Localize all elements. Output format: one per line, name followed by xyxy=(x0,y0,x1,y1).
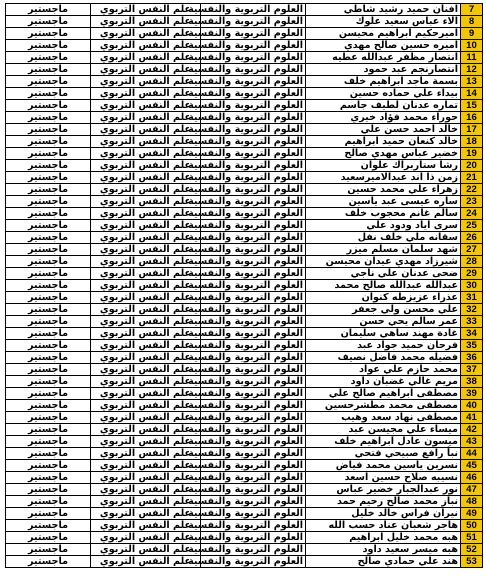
college-name: العلوم التربوية والنفسية xyxy=(201,220,306,232)
degree-name: ماجستير xyxy=(6,76,91,88)
department-name: علم النفس التربوي xyxy=(91,136,201,148)
department-name: علم النفس التربوي xyxy=(91,412,201,424)
student-name: نور عبدالجبار خضير عباس xyxy=(306,484,461,496)
degree-name: ماجستير xyxy=(6,268,91,280)
college-name: العلوم التربوية والنفسية xyxy=(201,172,306,184)
department-name: علم النفس التربوي xyxy=(91,304,201,316)
college-name: العلوم التربوية والنفسية xyxy=(201,472,306,484)
row-number: 44 xyxy=(461,448,483,460)
student-name: اميرحكيم ابراهيم محيسن xyxy=(306,28,461,40)
row-number: 28 xyxy=(461,256,483,268)
row-number: 30 xyxy=(461,280,483,292)
degree-name: ماجستير xyxy=(6,460,91,472)
student-name: مصطفى نهاد سعد وهيب xyxy=(306,412,461,424)
college-name: العلوم التربوية والنفسية xyxy=(201,52,306,64)
degree-name: ماجستير xyxy=(6,64,91,76)
department-name: علم النفس التربوي xyxy=(91,280,201,292)
student-name: علي محسن ولي جعفر xyxy=(306,304,461,316)
college-name: العلوم التربوية والنفسية xyxy=(201,508,306,520)
college-name: العلوم التربوية والنفسية xyxy=(201,88,306,100)
college-name: العلوم التربوية والنفسية xyxy=(201,376,306,388)
student-name: رشا ستاربراك علوان xyxy=(306,160,461,172)
row-number: 33 xyxy=(461,316,483,328)
college-name: العلوم التربوية والنفسية xyxy=(201,208,306,220)
degree-name: ماجستير xyxy=(6,220,91,232)
department-name: علم النفس التربوي xyxy=(91,508,201,520)
table-row xyxy=(6,376,483,388)
department-name: علم النفس التربوي xyxy=(91,316,201,328)
row-number: 7 xyxy=(461,4,483,16)
table-row xyxy=(6,496,483,508)
college-name: العلوم التربوية والنفسية xyxy=(201,520,306,532)
department-name: علم النفس التربوي xyxy=(91,100,201,112)
row-number: 21 xyxy=(461,172,483,184)
degree-name: ماجستير xyxy=(6,196,91,208)
college-name: العلوم التربوية والنفسية xyxy=(201,484,306,496)
degree-name: ماجستير xyxy=(6,4,91,16)
table-row xyxy=(6,256,483,268)
college-name: العلوم التربوية والنفسية xyxy=(201,148,306,160)
degree-name: ماجستير xyxy=(6,160,91,172)
row-number: 26 xyxy=(461,232,483,244)
department-name: علم النفس التربوي xyxy=(91,88,201,100)
table-row xyxy=(6,484,483,496)
degree-name: ماجستير xyxy=(6,532,91,544)
college-name: العلوم التربوية والنفسية xyxy=(201,112,306,124)
college-name: العلوم التربوية والنفسية xyxy=(201,388,306,400)
row-number: 17 xyxy=(461,124,483,136)
department-name: علم النفس التربوي xyxy=(91,460,201,472)
department-name: علم النفس التربوي xyxy=(91,220,201,232)
college-name: العلوم التربوية والنفسية xyxy=(201,352,306,364)
row-number: 41 xyxy=(461,412,483,424)
college-name: العلوم التربوية والنفسية xyxy=(201,64,306,76)
row-number: 13 xyxy=(461,76,483,88)
college-name: العلوم التربوية والنفسية xyxy=(201,460,306,472)
degree-name: ماجستير xyxy=(6,544,91,556)
student-name: افنان حميد رشيد شاطي xyxy=(306,4,461,16)
student-name: نباز محمد صالح رحيم حمد xyxy=(306,496,461,508)
degree-name: ماجستير xyxy=(6,412,91,424)
degree-name: ماجستير xyxy=(6,232,91,244)
college-name: العلوم التربوية والنفسية xyxy=(201,4,306,16)
department-name: علم النفس التربوي xyxy=(91,448,201,460)
degree-name: ماجستير xyxy=(6,556,91,568)
student-name: بيداء علي حماده حسين xyxy=(306,88,461,100)
row-number: 14 xyxy=(461,88,483,100)
row-number: 8 xyxy=(461,16,483,28)
department-name: علم النفس التربوي xyxy=(91,52,201,64)
row-number: 22 xyxy=(461,184,483,196)
department-name: علم النفس التربوي xyxy=(91,520,201,532)
table-row xyxy=(6,412,483,424)
college-name: العلوم التربوية والنفسية xyxy=(201,556,306,568)
department-name: علم النفس التربوي xyxy=(91,556,201,568)
degree-name: ماجستير xyxy=(6,388,91,400)
degree-name: ماجستير xyxy=(6,424,91,436)
department-name: علم النفس التربوي xyxy=(91,544,201,556)
table-row xyxy=(6,160,483,172)
degree-name: ماجستير xyxy=(6,136,91,148)
department-name: علم النفس التربوي xyxy=(91,292,201,304)
row-number: 9 xyxy=(461,28,483,40)
table-row xyxy=(6,52,483,64)
department-name: علم النفس التربوي xyxy=(91,496,201,508)
student-name: عبدالله عبدالله صالح محمد xyxy=(306,280,461,292)
row-number: 52 xyxy=(461,544,483,556)
row-number: 48 xyxy=(461,496,483,508)
student-name: خالد احمد حسن علي xyxy=(306,124,461,136)
degree-name: ماجستير xyxy=(6,124,91,136)
college-name: العلوم التربوية والنفسية xyxy=(201,184,306,196)
table-row xyxy=(6,100,483,112)
department-name: علم النفس التربوي xyxy=(91,328,201,340)
table-row xyxy=(6,220,483,232)
degree-name: ماجستير xyxy=(6,376,91,388)
student-name: هبه ميسر سعيد داود xyxy=(306,544,461,556)
department-name: علم النفس التربوي xyxy=(91,268,201,280)
student-name: عذراء عزيزطه كنوان xyxy=(306,292,461,304)
table-row xyxy=(6,4,483,16)
college-name: العلوم التربوية والنفسية xyxy=(201,316,306,328)
row-number: 34 xyxy=(461,328,483,340)
table-row xyxy=(6,28,483,40)
table-row xyxy=(6,304,483,316)
student-name: ميسون عادل ابراهيم خلف xyxy=(306,436,461,448)
row-number: 32 xyxy=(461,304,483,316)
table-row xyxy=(6,208,483,220)
student-name: نسرين ياسين محمد فياض xyxy=(306,460,461,472)
degree-name: ماجستير xyxy=(6,148,91,160)
department-name: علم النفس التربوي xyxy=(91,244,201,256)
row-number: 40 xyxy=(461,400,483,412)
student-name: مصطفى ابراهيم صالح علي xyxy=(306,388,461,400)
student-name: محمد حازم علي عواد xyxy=(306,364,461,376)
row-number: 50 xyxy=(461,520,483,532)
college-name: العلوم التربوية والنفسية xyxy=(201,256,306,268)
college-name: العلوم التربوية والنفسية xyxy=(201,544,306,556)
department-name: علم النفس التربوي xyxy=(91,184,201,196)
department-name: علم النفس التربوي xyxy=(91,340,201,352)
department-name: علم النفس التربوي xyxy=(91,4,201,16)
row-number: 51 xyxy=(461,532,483,544)
degree-name: ماجستير xyxy=(6,256,91,268)
degree-name: ماجستير xyxy=(6,208,91,220)
degree-name: ماجستير xyxy=(6,328,91,340)
table-row xyxy=(6,172,483,184)
college-name: العلوم التربوية والنفسية xyxy=(201,100,306,112)
college-name: العلوم التربوية والنفسية xyxy=(201,268,306,280)
college-name: العلوم التربوية والنفسية xyxy=(201,232,306,244)
student-name: بسمة ماجد ابراهيم خلف xyxy=(306,76,461,88)
college-name: العلوم التربوية والنفسية xyxy=(201,532,306,544)
college-name: العلوم التربوية والنفسية xyxy=(201,160,306,172)
table-row xyxy=(6,448,483,460)
table-row xyxy=(6,400,483,412)
student-name: خضير عباس مهدي صالح xyxy=(306,148,461,160)
student-name: هاجر شعبان عناد حسب الله xyxy=(306,520,461,532)
department-name: علم النفس التربوي xyxy=(91,124,201,136)
college-name: العلوم التربوية والنفسية xyxy=(201,292,306,304)
student-name: شيرزاد مهدي عيدان محيسن xyxy=(306,256,461,268)
row-number: 47 xyxy=(461,484,483,496)
degree-name: ماجستير xyxy=(6,100,91,112)
degree-name: ماجستير xyxy=(6,184,91,196)
college-name: العلوم التربوية والنفسية xyxy=(201,136,306,148)
student-name: اميره حسين صالح مهدي xyxy=(306,40,461,52)
row-number: 53 xyxy=(461,556,483,568)
student-roster-table xyxy=(5,3,483,568)
college-name: العلوم التربوية والنفسية xyxy=(201,124,306,136)
degree-name: ماجستير xyxy=(6,16,91,28)
row-number: 23 xyxy=(461,196,483,208)
table-row xyxy=(6,40,483,52)
table-row xyxy=(6,112,483,124)
college-name: العلوم التربوية والنفسية xyxy=(201,364,306,376)
student-name: حوراء محمد فؤاد خيري xyxy=(306,112,461,124)
student-name: تماره عدنان لطيف جاسم xyxy=(306,100,461,112)
table-row xyxy=(6,352,483,364)
college-name: العلوم التربوية والنفسية xyxy=(201,244,306,256)
degree-name: ماجستير xyxy=(6,436,91,448)
degree-name: ماجستير xyxy=(6,364,91,376)
department-name: علم النفس التربوي xyxy=(91,232,201,244)
roster-body xyxy=(6,4,483,568)
student-name: شهد سلمان مسلم ميزر xyxy=(306,244,461,256)
college-name: العلوم التربوية والنفسية xyxy=(201,436,306,448)
degree-name: ماجستير xyxy=(6,40,91,52)
table-row xyxy=(6,424,483,436)
student-name: نيران فراس خالد خليل xyxy=(306,508,461,520)
college-name: العلوم التربوية والنفسية xyxy=(201,328,306,340)
department-name: علم النفس التربوي xyxy=(91,388,201,400)
department-name: علم النفس التربوي xyxy=(91,364,201,376)
degree-name: ماجستير xyxy=(6,28,91,40)
department-name: علم النفس التربوي xyxy=(91,472,201,484)
row-number: 42 xyxy=(461,424,483,436)
department-name: علم النفس التربوي xyxy=(91,484,201,496)
degree-name: ماجستير xyxy=(6,508,91,520)
student-name: سرى اياد ودود علي xyxy=(306,220,461,232)
department-name: علم النفس التربوي xyxy=(91,160,201,172)
row-number: 39 xyxy=(461,388,483,400)
college-name: العلوم التربوية والنفسية xyxy=(201,412,306,424)
table-row xyxy=(6,292,483,304)
table-row xyxy=(6,364,483,376)
table-row xyxy=(6,124,483,136)
student-name: سالم غانم محجوب خلف xyxy=(306,208,461,220)
student-name: نبأ رافع صبيحي فتحي xyxy=(306,448,461,460)
row-number: 38 xyxy=(461,376,483,388)
table-row xyxy=(6,388,483,400)
student-name: زمن ذا اند عبدالاميرسعيد xyxy=(306,172,461,184)
college-name: العلوم التربوية والنفسية xyxy=(201,424,306,436)
department-name: علم النفس التربوي xyxy=(91,40,201,52)
table-row xyxy=(6,436,483,448)
table-row xyxy=(6,268,483,280)
row-number: 27 xyxy=(461,244,483,256)
college-name: العلوم التربوية والنفسية xyxy=(201,76,306,88)
degree-name: ماجستير xyxy=(6,304,91,316)
department-name: علم النفس التربوي xyxy=(91,436,201,448)
row-number: 18 xyxy=(461,136,483,148)
row-number: 20 xyxy=(461,160,483,172)
row-number: 16 xyxy=(461,112,483,124)
college-name: العلوم التربوية والنفسية xyxy=(201,196,306,208)
row-number: 31 xyxy=(461,292,483,304)
degree-name: ماجستير xyxy=(6,448,91,460)
table-row xyxy=(6,556,483,568)
department-name: علم النفس التربوي xyxy=(91,208,201,220)
degree-name: ماجستير xyxy=(6,280,91,292)
student-name: فرحان حميد جواد عبد xyxy=(306,340,461,352)
college-name: العلوم التربوية والنفسية xyxy=(201,280,306,292)
degree-name: ماجستير xyxy=(6,520,91,532)
table-row xyxy=(6,460,483,472)
department-name: علم النفس التربوي xyxy=(91,400,201,412)
department-name: علم النفس التربوي xyxy=(91,76,201,88)
degree-name: ماجستير xyxy=(6,244,91,256)
department-name: علم النفس التربوي xyxy=(91,64,201,76)
student-name: زهراء علي محمد حسين xyxy=(306,184,461,196)
table-row xyxy=(6,148,483,160)
row-number: 49 xyxy=(461,508,483,520)
table-row xyxy=(6,280,483,292)
row-number: 45 xyxy=(461,460,483,472)
row-number: 11 xyxy=(461,52,483,64)
degree-name: ماجستير xyxy=(6,52,91,64)
college-name: العلوم التربوية والنفسية xyxy=(201,400,306,412)
degree-name: ماجستير xyxy=(6,292,91,304)
college-name: العلوم التربوية والنفسية xyxy=(201,40,306,52)
department-name: علم النفس التربوي xyxy=(91,376,201,388)
row-number: 35 xyxy=(461,340,483,352)
department-name: علم النفس التربوي xyxy=(91,148,201,160)
row-number: 19 xyxy=(461,148,483,160)
table-row xyxy=(6,88,483,100)
table-row xyxy=(6,328,483,340)
degree-name: ماجستير xyxy=(6,340,91,352)
student-name: سقانه ملي خلف نفل xyxy=(306,232,461,244)
row-number: 10 xyxy=(461,40,483,52)
student-name: مصطفى محمد مطشرحسين xyxy=(306,400,461,412)
college-name: العلوم التربوية والنفسية xyxy=(201,16,306,28)
college-name: العلوم التربوية والنفسية xyxy=(201,28,306,40)
student-name: هند علي حمادي صالح xyxy=(306,556,461,568)
student-name: هبه محمد خليل ابراهيم xyxy=(306,532,461,544)
student-name: عمر سالم يحي حسن xyxy=(306,316,461,328)
degree-name: ماجستير xyxy=(6,472,91,484)
row-number: 24 xyxy=(461,208,483,220)
student-name: ساره عيسى عبد ياسين xyxy=(306,196,461,208)
student-name: خالد كنعان حميد ابراهيم xyxy=(306,136,461,148)
degree-name: ماجستير xyxy=(6,88,91,100)
table-row xyxy=(6,184,483,196)
table-row xyxy=(6,76,483,88)
department-name: علم النفس التربوي xyxy=(91,424,201,436)
department-name: علم النفس التربوي xyxy=(91,112,201,124)
student-name: غادة مهند ساهي سليمان xyxy=(306,328,461,340)
degree-name: ماجستير xyxy=(6,352,91,364)
department-name: علم النفس التربوي xyxy=(91,28,201,40)
department-name: علم النفس التربوي xyxy=(91,256,201,268)
table-row xyxy=(6,472,483,484)
student-name: انتصار مظفر عبدالله عطيه xyxy=(306,52,461,64)
degree-name: ماجستير xyxy=(6,112,91,124)
student-name: انتصارنجم عبد حمود xyxy=(306,64,461,76)
department-name: علم النفس التربوي xyxy=(91,172,201,184)
table-row xyxy=(6,316,483,328)
row-number: 36 xyxy=(461,352,483,364)
table-row xyxy=(6,64,483,76)
student-name: مريم غالي غضبان داود xyxy=(306,376,461,388)
college-name: العلوم التربوية والنفسية xyxy=(201,448,306,460)
college-name: العلوم التربوية والنفسية xyxy=(201,496,306,508)
degree-name: ماجستير xyxy=(6,400,91,412)
row-number: 43 xyxy=(461,436,483,448)
row-number: 12 xyxy=(461,64,483,76)
table-row xyxy=(6,196,483,208)
student-name: الاء عباس سعيد علوك xyxy=(306,16,461,28)
degree-name: ماجستير xyxy=(6,496,91,508)
student-name: ضحى عدنان علي ناجي xyxy=(306,268,461,280)
department-name: علم النفس التربوي xyxy=(91,16,201,28)
table-row xyxy=(6,532,483,544)
department-name: علم النفس التربوي xyxy=(91,196,201,208)
degree-name: ماجستير xyxy=(6,316,91,328)
degree-name: ماجستير xyxy=(6,172,91,184)
degree-name: ماجستير xyxy=(6,484,91,496)
row-number: 15 xyxy=(461,100,483,112)
department-name: علم النفس التربوي xyxy=(91,352,201,364)
row-number: 37 xyxy=(461,364,483,376)
table-row xyxy=(6,232,483,244)
student-name: فضيله محمد فاضل نصيف xyxy=(306,352,461,364)
student-name: نسيبه صلاح حسين اسعد xyxy=(306,472,461,484)
student-name: ميساء علي مجيسن عبد xyxy=(306,424,461,436)
table-row xyxy=(6,520,483,532)
table-row xyxy=(6,340,483,352)
table-row xyxy=(6,244,483,256)
college-name: العلوم التربوية والنفسية xyxy=(201,304,306,316)
row-number: 46 xyxy=(461,472,483,484)
row-number: 29 xyxy=(461,268,483,280)
table-row xyxy=(6,508,483,520)
department-name: علم النفس التربوي xyxy=(91,532,201,544)
table-row xyxy=(6,16,483,28)
college-name: العلوم التربوية والنفسية xyxy=(201,340,306,352)
row-number: 25 xyxy=(461,220,483,232)
table-row xyxy=(6,544,483,556)
table-row xyxy=(6,136,483,148)
